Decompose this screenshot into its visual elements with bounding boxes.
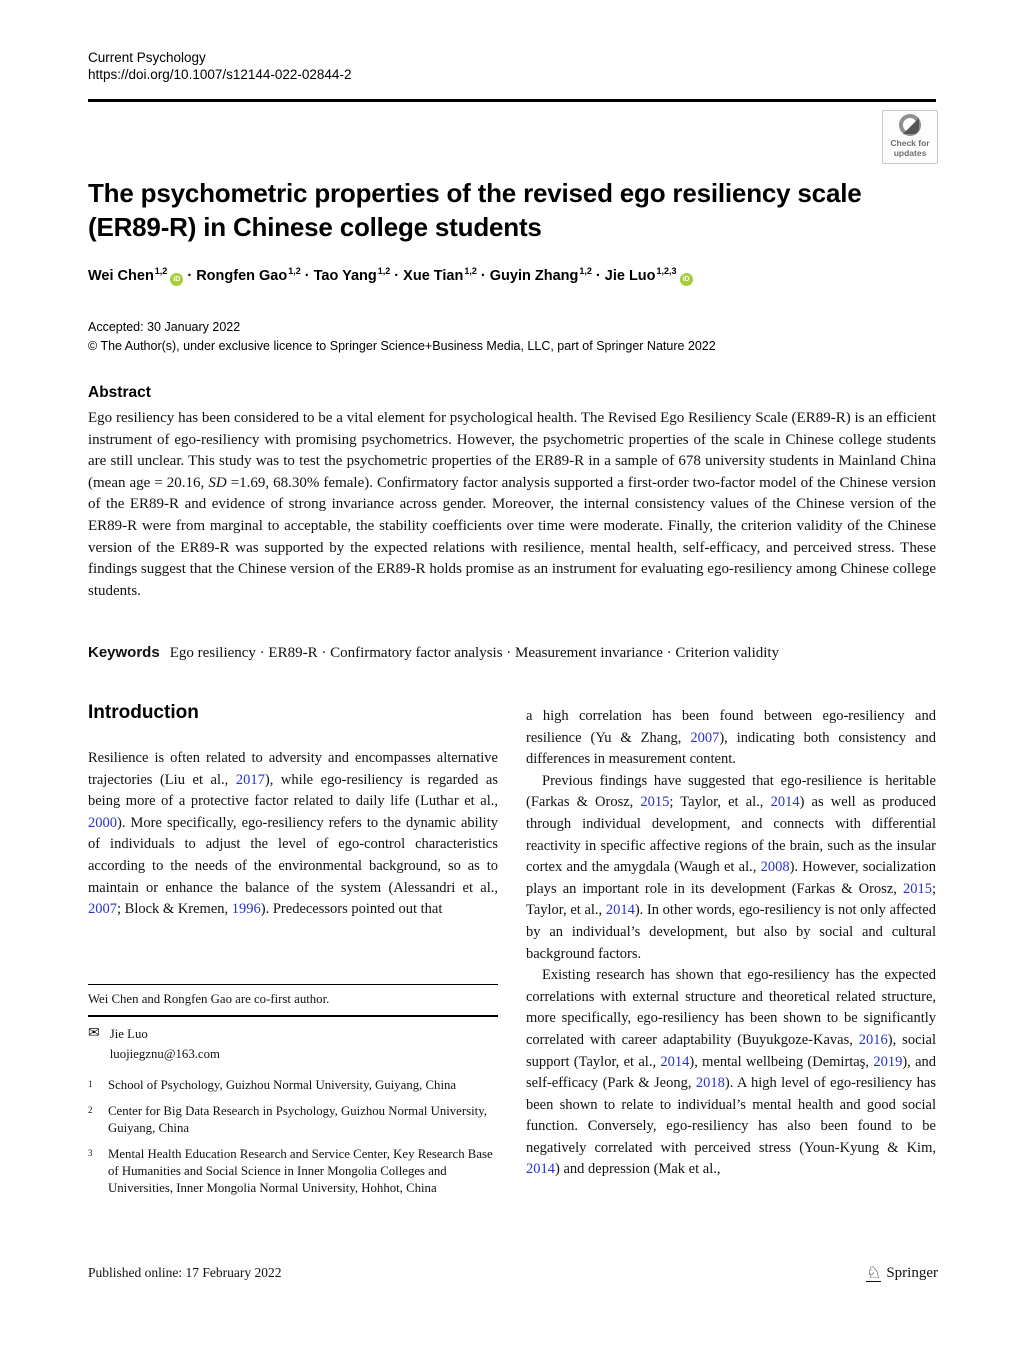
- authors-line: [88, 266, 936, 286]
- check-for-updates-label: [890, 138, 929, 158]
- author-separator: ·: [300, 267, 314, 284]
- author-name: Jie Luo: [604, 267, 656, 284]
- italic-text: SD: [208, 474, 227, 491]
- abstract-heading: Abstract: [88, 384, 151, 401]
- intro-paragraph-right-1: [526, 706, 936, 771]
- author-name: Guyin Zhang: [489, 267, 579, 284]
- citation-link[interactable]: 2000: [88, 814, 117, 831]
- check-for-updates-badge[interactable]: [882, 110, 938, 164]
- affiliation-number: 3: [88, 1148, 93, 1158]
- affiliation-item: [88, 1077, 498, 1094]
- orcid-icon[interactable]: iD: [170, 273, 183, 286]
- author-affiliation-sup: 1,2: [464, 266, 477, 276]
- author-affiliation-sup: 1,2,3: [656, 266, 677, 276]
- title-line-1: The psychometric properties of the revised ego resiliency scale: [88, 178, 862, 208]
- citation-link[interactable]: 2007: [88, 901, 117, 918]
- text-run: Existing research has shown that ego-resiliency has the expected correlations with external structure and theoretical related structure, more specifically, ego-resiliency has been shown to be significantly correlated with career adaptability (Buyukgoze-Kavas,: [526, 967, 936, 1048]
- citation-link[interactable]: 2016: [858, 1031, 888, 1048]
- author-separator: ·: [390, 267, 404, 284]
- text-run: ; Taylor, et al.,: [526, 880, 936, 919]
- text-run: Resilience is often related to adversity and encompasses alternative trajectories (Liu et al.,: [88, 750, 498, 788]
- text-run: a high correlation has been found between ego-resiliency and resilience (Yu & Zhang,: [526, 708, 936, 746]
- title-line-2: (ER89-R) in Chinese college students: [88, 212, 542, 242]
- affiliation-number: 2: [88, 1105, 93, 1115]
- springer-logo: [866, 1264, 938, 1282]
- right-column: [526, 706, 936, 1181]
- affiliation-item: [88, 1146, 498, 1197]
- article-title: [88, 176, 936, 244]
- text-run: ; Taylor, et al.,: [669, 794, 771, 811]
- author-name: Tao Yang: [313, 267, 377, 284]
- springer-logo-text: Springer: [886, 1264, 938, 1281]
- keywords-text: Ego resiliency · ER89-R · Confirmatory factor analysis · Measurement invariance · Criterion validity: [169, 645, 780, 661]
- citation-link[interactable]: 2019: [873, 1053, 903, 1070]
- badge-line1: Check for: [890, 138, 930, 148]
- citation-link[interactable]: 2015: [902, 880, 932, 897]
- springer-knight-icon: ♘: [866, 1263, 882, 1282]
- citation-link[interactable]: 2014: [660, 1053, 690, 1070]
- author-name: Rongfen Gao: [196, 267, 288, 284]
- intro-paragraph-right-3: [526, 965, 936, 1181]
- introduction-heading: Introduction: [88, 702, 199, 723]
- text-run: =1.69, 68.30% female). Confirmatory factor analysis supported a first-order two-factor model of the Chinese version of the ER89-R and evidence of strong invariance across gender. Moreover, the internal consistency values of the Chinese version of the ER89-R were from marginal to acceptable, the stability coefficients over time were moderate. Finally, the criterion validity of the Chinese version of the ER89-R was supported by the expected relations with resilience, mental health, self-efficacy, and perceived stress. These findings suggest that the Chinese version of the ER89-R holds promise as an instrument for evaluating ego-resiliency among Chinese college students.: [88, 474, 936, 599]
- citation-link[interactable]: 2014: [770, 794, 800, 811]
- affiliation-text: Mental Health Education Research and Service Center, Key Research Base of Humanities and Social Science in Inner Mongolia Colleges and Universities, Inner Mongolia Normal University, Hohhot, China: [108, 1147, 493, 1195]
- author-separator: ·: [183, 267, 197, 284]
- author-affiliation-sup: 1,2: [377, 266, 391, 276]
- page-footer: [88, 1264, 938, 1282]
- affiliation-item: [88, 1103, 498, 1137]
- correspondence-block: [88, 1026, 498, 1063]
- author-affiliation-sup: 1,2: [288, 266, 301, 276]
- author-name: Xue Tian: [403, 267, 464, 284]
- text-run: Ego resiliency has been considered to be a vital element for psychological health. The Revised Ego Resiliency Scale (ER89-R) is an efficient instrument of ego-resiliency with promising psychometrics. However, the psychometric properties of the scale in Chinese college students are still unclear. This study was to test the psychometric properties of the ER89-R in a sample of 678 university students in Mainland China (mean age = 20.16,: [88, 410, 936, 491]
- affiliations-list: [88, 1077, 498, 1197]
- header-divider: [88, 99, 936, 102]
- copyright-line: © The Author(s), under exclusive licence to Springer Science+Business Media, LLC, part of Springer Nature 2022: [88, 339, 716, 353]
- author-separator: ·: [591, 267, 605, 284]
- abstract-section: [88, 384, 936, 602]
- abstract-text: [88, 408, 936, 602]
- orcid-icon[interactable]: iD: [680, 273, 693, 286]
- text-run: ), while ego-resiliency is regarded as being more of a protective factor related to daily life (Luthar et al.,: [88, 771, 498, 810]
- citation-link[interactable]: 1996: [231, 901, 261, 918]
- citation-link[interactable]: 2015: [640, 794, 670, 811]
- crossmark-icon: [899, 114, 921, 136]
- accepted-date: Accepted: 30 January 2022: [88, 320, 241, 334]
- published-online-date: Published online: 17 February 2022: [88, 1265, 282, 1280]
- co-first-author-note: Wei Chen and Rongfen Gao are co-first author.: [88, 992, 330, 1006]
- text-run: ) as well as produced through individual development, and connects with differential reactivity in specific affective regions of the brain, such as the insular cortex and the amygdala (Waugh et al.,: [526, 794, 936, 876]
- footnote-divider-bottom: [88, 1015, 498, 1017]
- citation-link[interactable]: 2014: [605, 902, 635, 919]
- corresponding-author-email[interactable]: luojiegznu@163.com: [109, 1047, 220, 1061]
- corresponding-author-name: Jie Luo: [109, 1027, 148, 1041]
- citation-link[interactable]: 2008: [760, 859, 790, 876]
- text-run: ), social support (Taylor, et al.,: [526, 1031, 936, 1070]
- text-run: Previous findings have suggested that ego-resilience is heritable (Farkas & Orosz,: [526, 772, 936, 811]
- affiliation-text: School of Psychology, Guizhou Normal University, Guiyang, China: [108, 1078, 457, 1092]
- author-affiliation-sup: 1,2: [579, 266, 592, 276]
- text-run: ), mental wellbeing (Demirtaş,: [689, 1053, 874, 1070]
- text-run: ). However, socialization plays an important role in its development (Farkas & Orosz,: [526, 859, 936, 897]
- doi-link[interactable]: https://doi.org/10.1007/s12144-022-02844-2: [88, 67, 352, 82]
- article-meta: [88, 318, 936, 356]
- affiliation-text: Center for Big Data Research in Psychology, Guizhou Normal University, Guiyang, China: [108, 1104, 487, 1135]
- left-column: [88, 702, 498, 921]
- badge-line2: updates: [893, 148, 927, 158]
- text-run: ). In other words, ego-resiliency is not only affected by an individual’s development, but also by social and cultural background factors.: [526, 902, 936, 962]
- citation-link[interactable]: 2017: [235, 771, 265, 788]
- text-run: ). Predecessors pointed out that: [260, 901, 443, 918]
- intro-paragraph-right-2: [526, 771, 936, 965]
- footnote-block: [88, 984, 498, 1206]
- author-name: Wei Chen: [88, 267, 154, 284]
- text-run: ), and self-efficacy (Park & Jeong,: [526, 1053, 937, 1092]
- journal-name: Current Psychology: [88, 50, 206, 65]
- text-run: ). A high level of ego-resiliency has been shown to relate to individual’s mental health and good social function. Conversely, ego-resiliency has also been found to be negatively correlated with perceived stress (Youn-Kyung & Kim,: [526, 1075, 936, 1156]
- page-header: [88, 50, 936, 82]
- citation-link[interactable]: 2014: [526, 1161, 555, 1178]
- intro-paragraph-left: [88, 748, 498, 921]
- text-run: ; Block & Kremen,: [117, 901, 232, 918]
- text-run: ) and depression (Mak et al.,: [555, 1161, 721, 1178]
- citation-link[interactable]: 2007: [690, 729, 720, 746]
- keywords-heading: Keywords: [88, 644, 160, 661]
- keywords-line: [88, 644, 936, 662]
- citation-link[interactable]: 2018: [695, 1075, 725, 1092]
- text-run: ). More specifically, ego-resiliency refers to the dynamic ability of individuals to adjust the level of ego-control characteristics according to the needs of the environmental background, so as to maintain or enhance the balance of the system (Alessandri et al.,: [88, 814, 498, 896]
- envelope-icon: ✉: [88, 1026, 100, 1041]
- affiliation-number: 1: [88, 1079, 93, 1089]
- text-run: ), indicating both consistency and differences in measurement content.: [526, 729, 936, 768]
- author-affiliation-sup: 1,2: [154, 266, 168, 276]
- correspondence-details: [110, 1026, 220, 1063]
- author-separator: ·: [476, 267, 490, 284]
